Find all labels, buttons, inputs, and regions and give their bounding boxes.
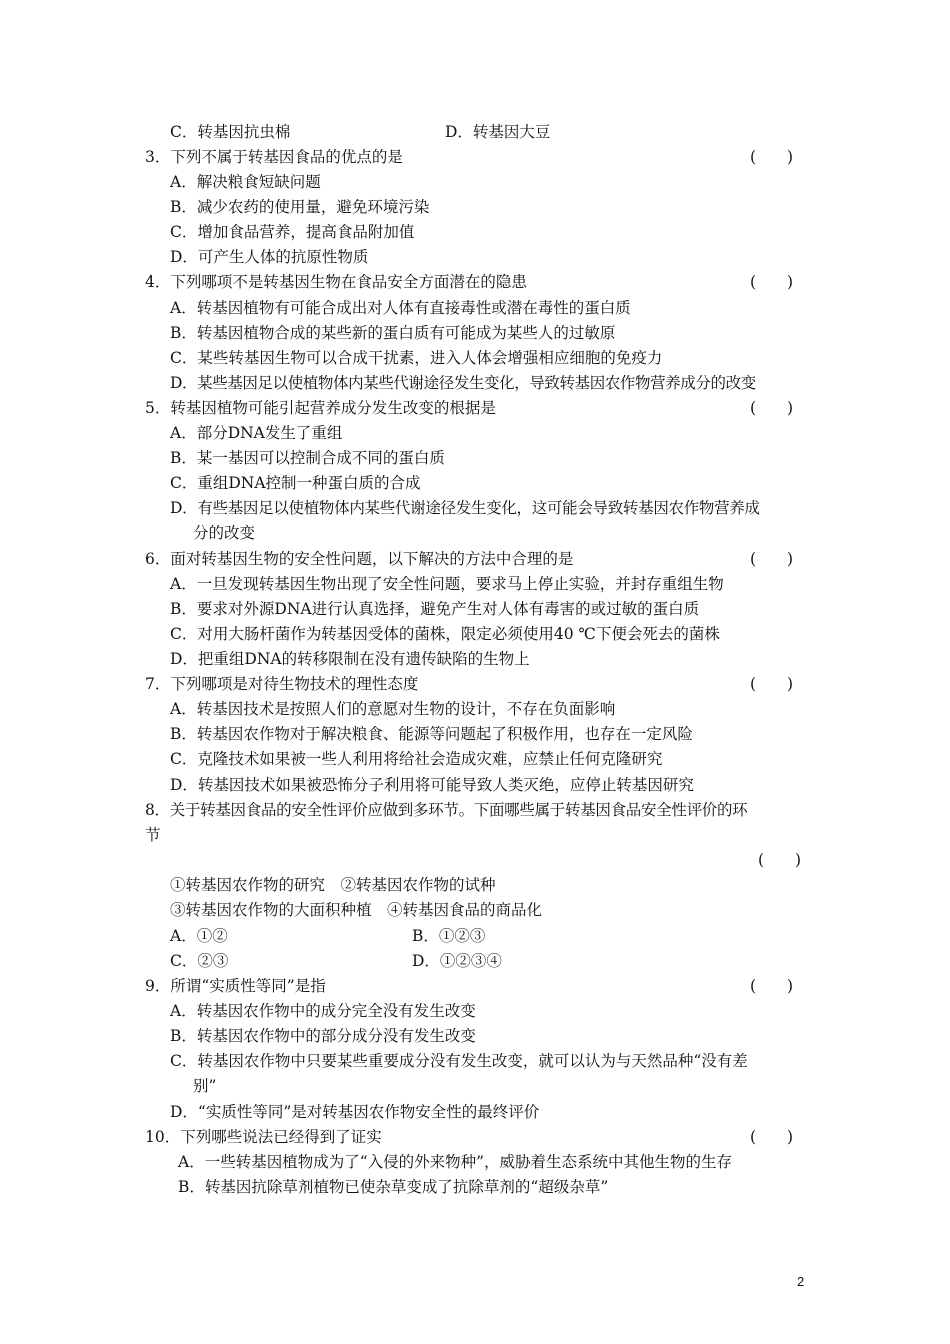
q5-option-d-continued: 分的改变	[193, 524, 256, 542]
q5-stem: 5．转基因植物可能引起营养成分发生改变的根据是	[145, 399, 496, 417]
q7-stem: 7．下列哪项是对待生物技术的理性态度	[145, 675, 419, 693]
q10-answer-bracket: ( )	[750, 1128, 794, 1146]
q8-item-line-2: ③转基因农作物的大面积种植 ④转基因食品的商品化	[170, 901, 543, 919]
q8-answer-bracket: ( )	[758, 851, 802, 869]
q5-answer-bracket: ( )	[750, 399, 794, 417]
q3-stem: 3．下列不属于转基因食品的优点的是	[145, 148, 403, 166]
q3-option-c: C．增加食品营养，提高食品附加值	[170, 223, 415, 241]
q3-option-a: A．解决粮食短缺问题	[170, 173, 321, 191]
q8-stem-continued: 节	[145, 826, 161, 844]
q8-option-b: B．①②③	[412, 927, 486, 945]
q8-item-line-1: ①转基因农作物的研究 ②转基因农作物的试种	[170, 876, 496, 894]
page-number: 2	[797, 1274, 805, 1289]
q6-option-c: C．对用大肠杆菌作为转基因受体的菌株，限定必须使用40 ℃下便会死去的菌株	[170, 625, 720, 643]
q6-option-a: A．一旦发现转基因生物出现了安全性问题，要求马上停止实验，并封存重组生物	[170, 575, 724, 593]
q6-option-d: D．把重组DNA的转移限制在没有遗传缺陷的生物上	[170, 650, 530, 668]
q7-option-d: D．转基因技术如果被恐怖分子利用将可能导致人类灭绝，应停止转基因研究	[170, 776, 694, 794]
q3-option-d: D．可产生人体的抗原性物质	[170, 248, 369, 266]
q6-answer-bracket: ( )	[750, 550, 794, 568]
q4-option-d: D．某些基因足以使植物体内某些代谢途径发生变化，导致转基因农作物营养成分的改变	[170, 374, 756, 392]
q4-option-b: B．转基因植物合成的某些新的蛋白质有可能成为某些人的过敏原	[170, 324, 616, 342]
q8-option-d: D．①②③④	[412, 952, 502, 970]
q4-option-a: A．转基因植物有可能合成出对人体有直接毒性或潜在毒性的蛋白质	[170, 299, 631, 317]
q2-option-c: C．转基因抗虫棉	[170, 123, 291, 141]
q5-option-b: B．某一基因可以控制合成不同的蛋白质	[170, 449, 445, 467]
q9-option-d: D．“实质性等同”是对转基因农作物安全性的最终评价	[170, 1103, 540, 1121]
q2-option-d: D．转基因大豆	[445, 123, 551, 141]
q7-answer-bracket: ( )	[750, 675, 794, 693]
q3-option-b: B．减少农药的使用量，避免环境污染	[170, 198, 430, 216]
q7-option-b: B．转基因农作物对于解决粮食、能源等问题起了积极作用，也存在一定风险	[170, 725, 693, 743]
q7-option-a: A．转基因技术是按照人们的意愿对生物的设计，不存在负面影响	[170, 700, 616, 718]
q5-option-c: C．重组DNA控制一种蛋白质的合成	[170, 474, 421, 492]
q9-option-a: A．转基因农作物中的成分完全没有发生改变	[170, 1002, 476, 1020]
q9-option-c: C．转基因农作物中只要某些重要成分没有发生改变，就可以认为与天然品种“没有差	[170, 1052, 748, 1070]
q10-stem: 10．下列哪些说法已经得到了证实	[145, 1128, 382, 1146]
q8-option-c: C．②③	[170, 952, 229, 970]
q4-stem: 4．下列哪项不是转基因生物在食品安全方面潜在的隐患	[145, 273, 527, 291]
q7-option-c: C．克隆技术如果被一些人利用将给社会造成灾难，应禁止任何克隆研究	[170, 750, 663, 768]
q4-option-c: C．某些转基因生物可以合成干扰素，进入人体会增强相应细胞的免疫力	[170, 349, 663, 367]
q9-option-c-continued: 别”	[193, 1077, 217, 1095]
q9-stem: 9．所谓“实质性等同”是指	[145, 977, 326, 995]
q5-option-d: D．有些基因足以使植物体内某些代谢途径发生变化，这可能会导致转基因农作物营养成	[170, 499, 760, 517]
q9-option-b: B．转基因农作物中的部分成分没有发生改变	[170, 1027, 476, 1045]
q8-option-a: A．①②	[170, 927, 228, 945]
q10-option-b: B．转基因抗除草剂植物已使杂草变成了抗除草剂的“超级杂草”	[178, 1178, 609, 1196]
q8-stem: 8．关于转基因食品的安全性评价应做到多环节。下面哪些属于转基因食品安全性评价的环	[145, 801, 748, 819]
q6-stem: 6．面对转基因生物的安全性问题，以下解决的方法中合理的是	[145, 550, 574, 568]
q9-answer-bracket: ( )	[750, 977, 794, 995]
q3-answer-bracket: ( )	[750, 148, 794, 166]
q6-option-b: B．要求对外源DNA进行认真选择，避免产生对人体有毒害的或过敏的蛋白质	[170, 600, 700, 618]
q4-answer-bracket: ( )	[750, 273, 794, 291]
q10-option-a: A．一些转基因植物成为了“入侵的外来物种”，威胁着生态系统中其他生物的生存	[178, 1153, 733, 1171]
q5-option-a: A．部分DNA发生了重组	[170, 424, 343, 442]
